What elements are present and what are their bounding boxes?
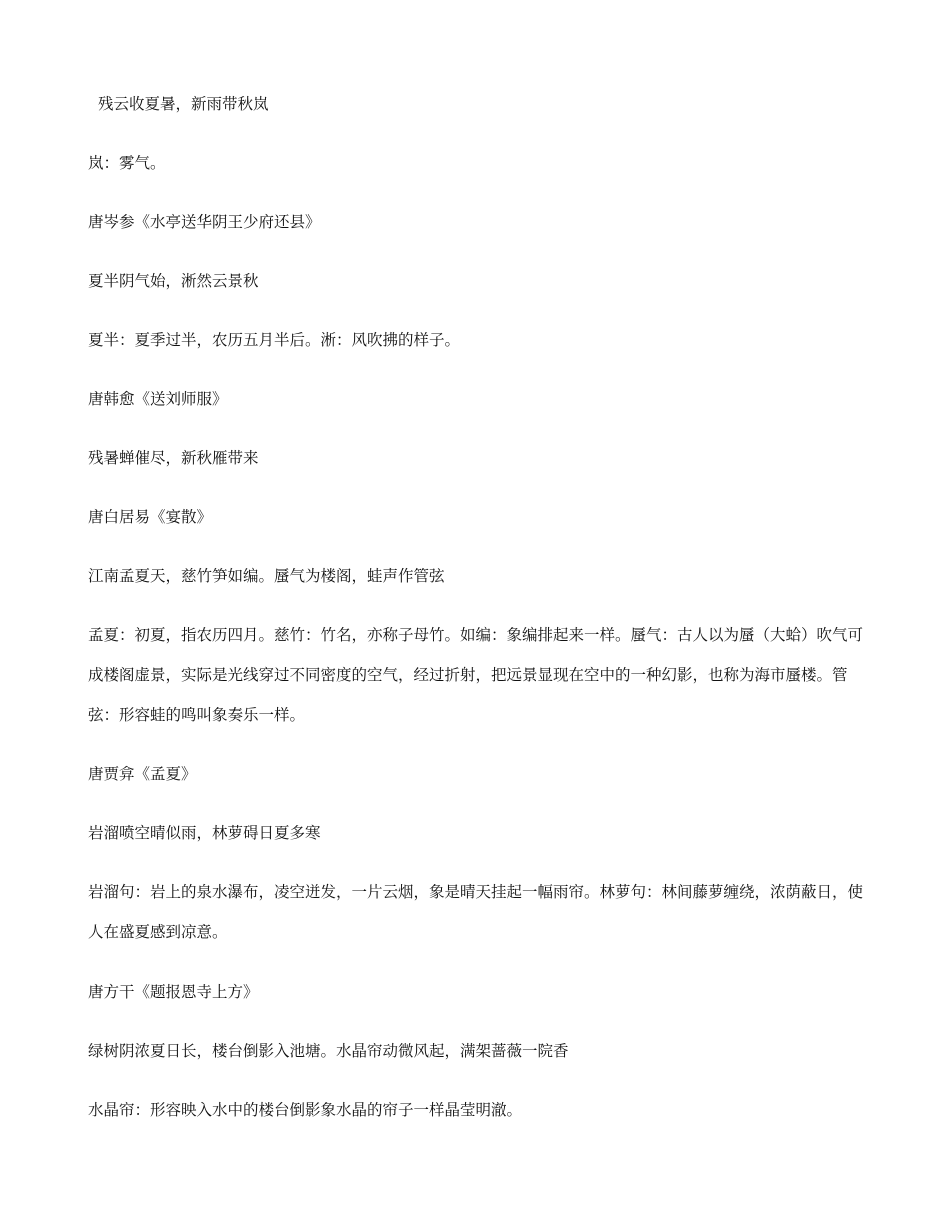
- poem-source: 唐韩愈《送刘师服》: [88, 390, 228, 408]
- poem-line: 绿树阴浓夏日长，楼台倒影入池塘。水晶帘动微风起，满架蔷薇一院香: [88, 1042, 569, 1060]
- annotation: 岚：雾气。: [88, 154, 166, 172]
- annotation: 岩溜句：岩上的泉水瀑布，凌空迸发，一片云烟，象是晴天挂起一幅雨帘。林萝句：林间藤萝缠绕，浓荫蔽日，使人在盛夏感到凉意。: [88, 883, 864, 941]
- poem-source: 唐白居易《宴散》: [88, 508, 213, 526]
- poem-source: 唐方干《题报恩寺上方》: [88, 983, 259, 1001]
- poem-line: 残暑蝉催尽，新秋雁带来: [88, 449, 259, 467]
- poem-line: 残云收夏暑，新雨带秋岚: [98, 95, 269, 113]
- annotation: 夏半：夏季过半，农历五月半后。淅：风吹拂的样子。: [88, 331, 461, 349]
- annotation: 水晶帘：形容映入水中的楼台倒影象水晶的帘子一样晶莹明澈。: [88, 1101, 523, 1119]
- poem-source: 唐岑参《水亭送华阴王少府还县》: [88, 213, 321, 231]
- poem-source: 唐贾弇《孟夏》: [88, 765, 197, 783]
- annotation: 孟夏：初夏，指农历四月。慈竹：竹名，亦称子母竹。如编：象编排起来一样。蜃气：古人以为蜃（大蛤）吹气可成楼阁虚景，实际是光线穿过不同密度的空气，经过折射，把远景显现在空中的一种幻影，也称为海市蜃楼。管弦：形容蛙的鸣叫象奏乐一样。: [88, 626, 864, 724]
- poem-line: 夏半阴气始，淅然云景秋: [88, 272, 259, 290]
- poem-line: 江南孟夏天，慈竹笋如编。蜃气为楼阁，蛙声作管弦: [88, 567, 445, 585]
- poem-line: 岩溜喷空晴似雨，林萝碍日夏多寒: [88, 824, 321, 842]
